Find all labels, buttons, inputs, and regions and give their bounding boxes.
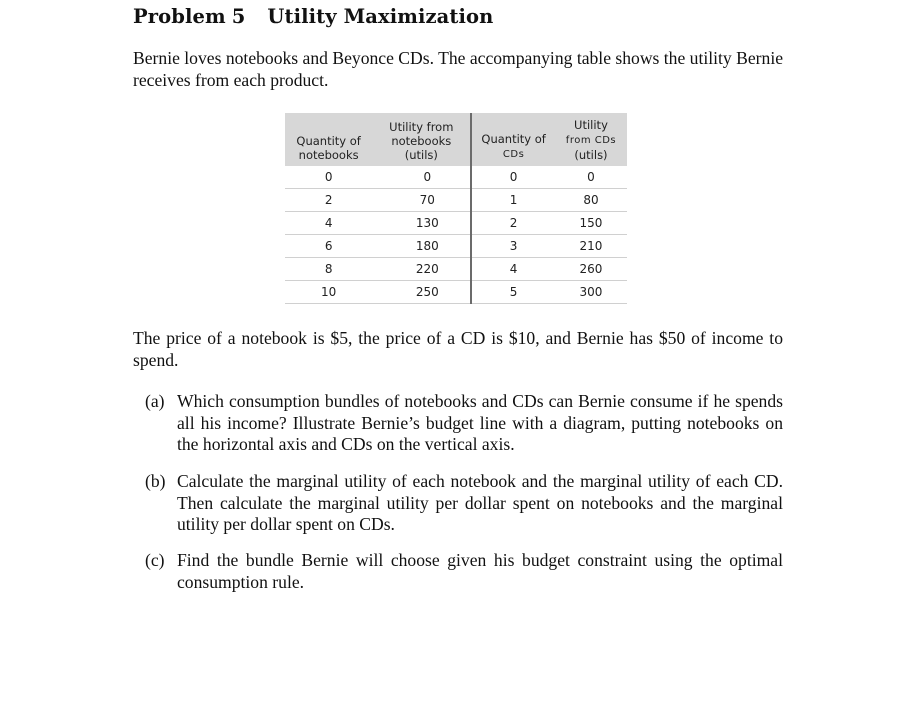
cell-util-notebooks: 0	[372, 166, 471, 189]
question-label: (b)	[145, 471, 166, 491]
cell-qty-notebooks: 2	[285, 189, 372, 212]
table-row	[285, 281, 627, 304]
header-line: (utils)	[574, 148, 608, 162]
question-label: (c)	[145, 550, 165, 570]
question-item-b	[145, 471, 783, 536]
header-line: Utility from	[389, 120, 454, 134]
header-utility-notebooks	[372, 113, 471, 166]
header-line: notebooks	[391, 134, 452, 148]
cell-qty-notebooks: 10	[285, 281, 372, 304]
table-header-row	[285, 113, 627, 166]
problem-number: 5	[231, 5, 246, 28]
question-label: (a)	[145, 391, 165, 411]
cell-qty-notebooks: 4	[285, 212, 372, 235]
cell-qty-cds: 3	[471, 235, 555, 258]
header-line: CDs	[502, 149, 525, 160]
cell-util-notebooks: 220	[372, 258, 471, 281]
cell-util-notebooks: 250	[372, 281, 471, 304]
cell-util-cds: 260	[555, 258, 627, 281]
header-line: Utility	[574, 118, 608, 132]
cell-qty-cds: 5	[471, 281, 555, 304]
cell-util-cds: 210	[555, 235, 627, 258]
problem-title: Utility Maximization	[267, 5, 494, 28]
question-item-c	[145, 550, 783, 593]
header-line: notebooks	[298, 148, 359, 162]
cell-qty-cds: 1	[471, 189, 555, 212]
cell-qty-cds: 0	[471, 166, 555, 189]
cell-util-notebooks: 180	[372, 235, 471, 258]
problem-label: Problem	[133, 5, 226, 28]
table-row	[285, 166, 627, 189]
table-row	[285, 189, 627, 212]
header-line: from CDs	[565, 135, 617, 146]
cell-qty-cds: 4	[471, 258, 555, 281]
cell-util-notebooks: 70	[372, 189, 471, 212]
table-row	[285, 258, 627, 281]
question-item-a	[145, 391, 783, 456]
cell-qty-cds: 2	[471, 212, 555, 235]
header-line: Quantity of	[481, 132, 546, 146]
problem-heading	[133, 5, 493, 28]
intro-paragraph: Bernie loves notebooks and Beyonce CDs. The accompanying table shows the utility Bernie receives from each product.	[133, 48, 784, 90]
cell-util-cds: 80	[555, 189, 627, 212]
utility-table	[285, 113, 627, 304]
header-line: Quantity of	[296, 134, 361, 148]
cell-qty-notebooks: 6	[285, 235, 372, 258]
header-line: (utils)	[404, 148, 438, 162]
budget-paragraph: The price of a notebook is $5, the price of a CD is $10, and Bernie has $50 of income to spend.	[133, 328, 783, 370]
header-utility-cds	[555, 113, 627, 166]
cell-qty-notebooks: 8	[285, 258, 372, 281]
question-text: Which consumption bundles of notebooks and CDs can Bernie consume if he spends all his income? Illustrate Bernie’s budget line with a diagram, putting notebooks on the horizontal axis and CDs on the vertical axis.	[177, 391, 783, 454]
header-quantity-notebooks	[285, 113, 372, 166]
cell-util-cds: 0	[555, 166, 627, 189]
table-row	[285, 235, 627, 258]
question-text: Find the bundle Bernie will choose given his budget constraint using the optimal consumption rule.	[177, 550, 783, 592]
cell-qty-notebooks: 0	[285, 166, 372, 189]
cell-util-notebooks: 130	[372, 212, 471, 235]
table-row	[285, 212, 627, 235]
cell-util-cds: 300	[555, 281, 627, 304]
question-text: Calculate the marginal utility of each notebook and the marginal utility of each CD. Then calculate the marginal utility per dollar spent on notebooks and the marginal utility per dollar spent on CDs.	[177, 471, 783, 534]
cell-util-cds: 150	[555, 212, 627, 235]
header-quantity-cds	[471, 113, 555, 166]
